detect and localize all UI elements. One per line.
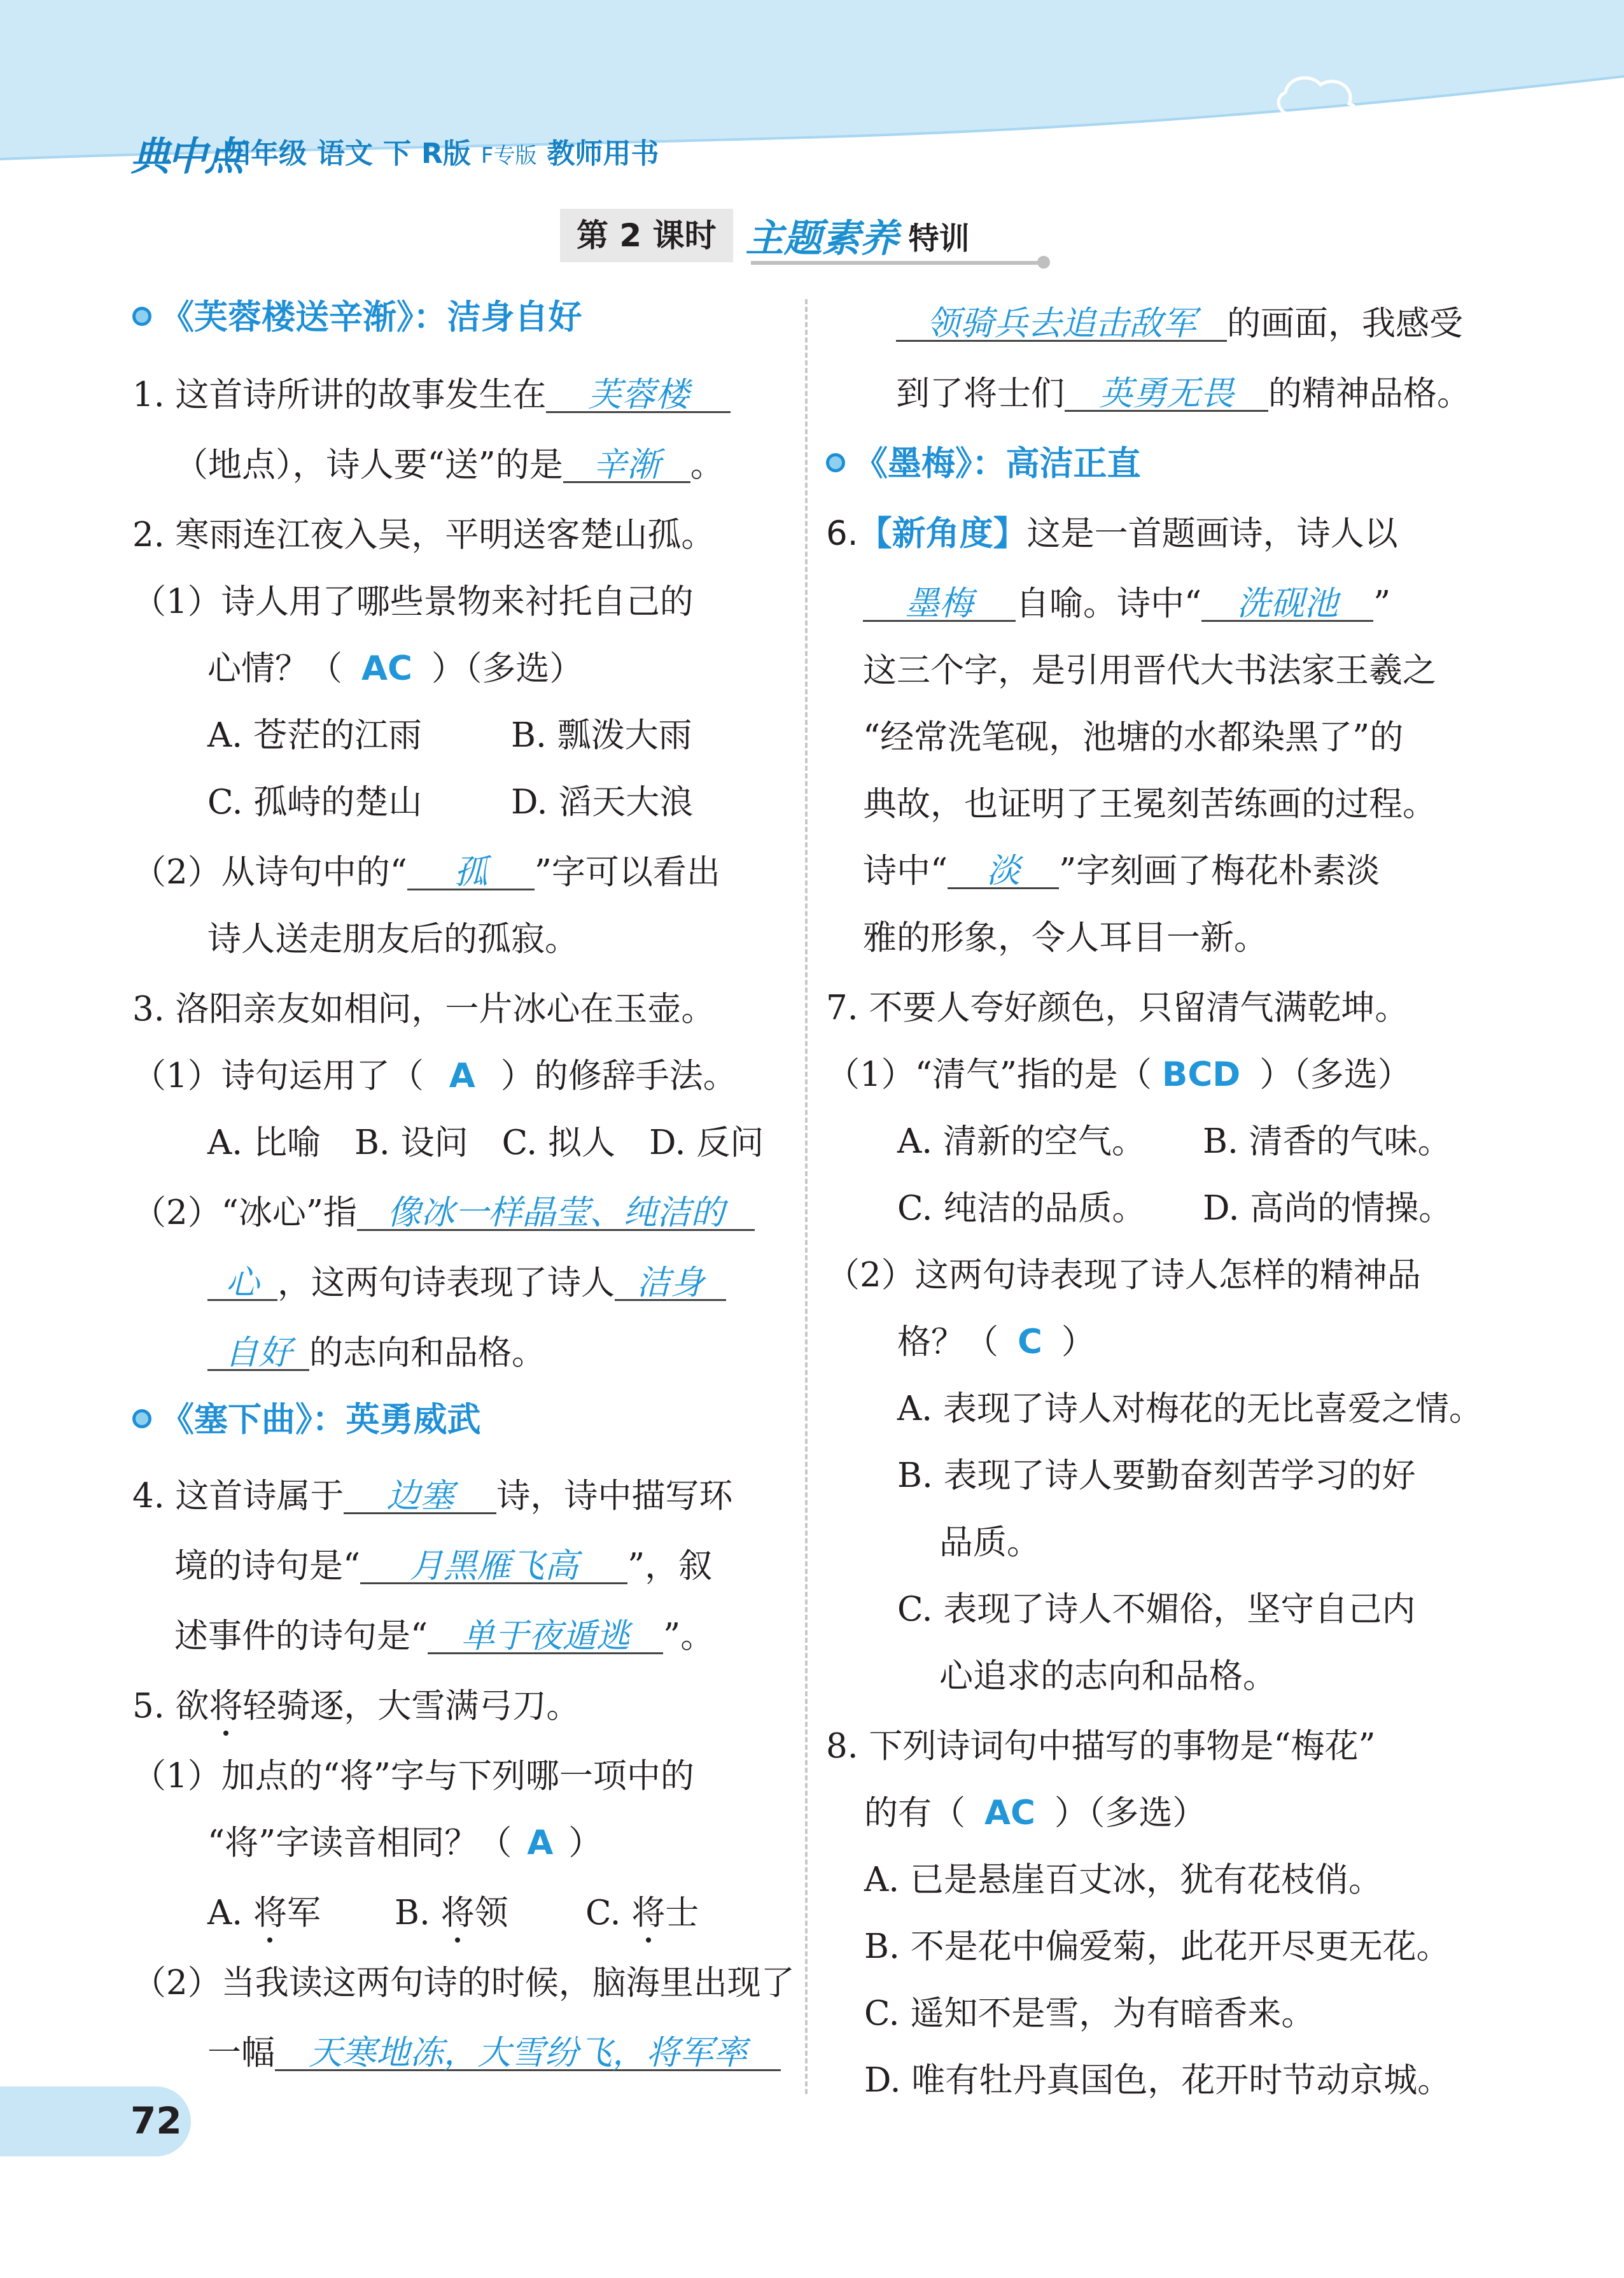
question-6-line7: 雅的形象，令人耳目一新。 (863, 918, 1268, 957)
answer-blank: 孤 (407, 857, 535, 890)
question-5-2-cont2: 领骑兵去追击敌军 的画面，我感受 (896, 307, 1463, 342)
answer-blank: 心 (207, 1267, 277, 1301)
question-7-1: （1）“清气”指的是（ BCD ）（多选） (826, 1055, 1411, 1094)
edition: R版 (421, 137, 471, 170)
book-type: 教师用书 (547, 137, 659, 170)
option-b: B. 不是花中偏爱菊，此花开尽更无花。 (864, 1927, 1450, 1966)
option-c: C. 孤峙的楚山 (207, 783, 423, 822)
question-5-2: （2）当我读这两句诗的时候，脑海里出现了 (132, 1964, 795, 2002)
grade: 四年级 (223, 137, 307, 170)
volume: 下 (383, 137, 411, 170)
answer-text: A (527, 1824, 554, 1862)
option-a: A. 苍茫的江雨 (207, 716, 422, 755)
question-6-line3: 这三个字，是引用晋代大书法家王羲之 (863, 651, 1436, 690)
answer-text: AC (984, 1794, 1035, 1832)
question-6-cont: 墨梅 自喻。诗中“ 洗砚池 ” (863, 587, 1390, 622)
page-header (0, 0, 1624, 210)
question-5-2-cont: 一幅 天寒地冻，大雪纷飞，将军率 (207, 2036, 781, 2071)
option-a: A. 已是悬崖百丈冰，犹有花枝俏。 (864, 1860, 1382, 1899)
question-8: 8. 下列诗词句中描写的事物是“梅花” (826, 1727, 1376, 1766)
answer-blank: 淡 (948, 855, 1059, 889)
lesson-number: 第 2 课时 (560, 209, 733, 262)
answer-blank: 辛渐 (563, 449, 690, 483)
question-6-line4: “经常洗笔砚，池塘的水都染黑了”的 (863, 718, 1404, 757)
question-2-1-cont: 心情？（ AC ）（多选） (207, 649, 584, 688)
option-c-cont: 心追求的志向和品格。 (939, 1657, 1277, 1696)
page-number: 72 (130, 2099, 182, 2142)
question-3: 3. 洛阳亲友如相问，一片冰心在玉壶。 (132, 990, 715, 1029)
question-2-2-cont: 诗人送走朋友后的孤寂。 (207, 920, 578, 959)
special-edition: F专版 (480, 143, 537, 169)
answer-blank: 月黑雁飞高 (360, 1550, 627, 1584)
question-2-1: （1）诗人用了哪些景物来衬托自己的 (132, 582, 694, 621)
title-underline (751, 261, 1044, 265)
option-d: D. 滔天大浪 (511, 783, 694, 822)
answer-text: BCD (1161, 1055, 1241, 1094)
new-angle-tag: 【新角度】 (858, 514, 1027, 553)
bullet-icon (132, 1409, 151, 1428)
question-2-2: （2）从诗句中的“ 孤 ”字可以看出 (132, 853, 720, 892)
option-d: D. 唯有牡丹真国色，花开时节动京城。 (864, 2061, 1452, 2100)
question-3-2-cont: 心 ，这两句诗表现了诗人 洁身 (207, 1266, 726, 1301)
question-4-cont: 境的诗句是“ 月黑雁飞高 ”，叙 (174, 1547, 713, 1585)
option-c: C. 将士 (585, 1894, 699, 1932)
dotted-char: 将 (209, 1687, 243, 1726)
question-8-cont: 的有（ AC ）（多选） (864, 1794, 1207, 1832)
option-b: B. 清香的气味。 (1203, 1122, 1452, 1161)
question-3-1-options: A. 比喻 B. 设问 C. 拟人 D. 反问 (207, 1123, 764, 1162)
section-heading-3: 《墨梅》：高洁正直 (826, 447, 1141, 481)
question-1: 1. 这首诗所讲的故事发生在 芙蓉楼 (132, 378, 731, 413)
answer-blank: 领骑兵去追击敌军 (896, 308, 1227, 342)
answer-blank: 洗砚池 (1201, 588, 1373, 622)
option-b: B. 将领 (395, 1894, 508, 1932)
option-a: A. 清新的空气。 (897, 1122, 1145, 1161)
question-2: 2. 寒雨连江夜入吴，平明送客楚山孤。 (132, 516, 715, 554)
brand-logo: 典中点 (130, 133, 242, 179)
option-b: B. 瓢泼大雨 (511, 716, 692, 755)
header-wave-background (0, 0, 1624, 210)
question-7-2-cont: 格？（ C ） (897, 1323, 1095, 1361)
question-3-2: （2）“冰心”指 像冰一样晶莹、纯洁的 (132, 1196, 755, 1231)
answer-blank: 墨梅 (863, 588, 1016, 622)
subject: 语文 (317, 137, 373, 170)
answer-text: A (449, 1057, 475, 1095)
book-info (223, 130, 669, 171)
column-divider (805, 299, 808, 2094)
question-5-1-cont: “将”字读音相同？（ A ） (207, 1824, 603, 1862)
question-4-cont2: 述事件的诗句是“ 单于夜遁逃 ”。 (174, 1617, 715, 1656)
answer-blank: 洁身 (615, 1267, 726, 1301)
answer-blank: 天寒地冻，大雪纷飞，将军率 (275, 2037, 781, 2071)
option-b: B. 表现了诗人要勤奋刻苦学习的好 (897, 1456, 1416, 1495)
title-underline-dot (1037, 256, 1050, 269)
answer-text: AC (361, 649, 412, 688)
section-heading-1: 《芙蓉楼送辛渐》：洁身自好 (132, 300, 582, 334)
question-5: 5. 欲将轻骑逐，大雪满弓刀。 (132, 1687, 580, 1726)
question-5-1: （1）加点的“将”字与下列哪一项中的 (132, 1757, 694, 1796)
option-c: C. 纯洁的品质。 (897, 1189, 1146, 1228)
lesson-type: 特训 (908, 220, 970, 257)
question-5-2-cont3: 到了将士们 英勇无畏 的精神品格。 (896, 374, 1471, 413)
option-b-cont: 品质。 (939, 1523, 1040, 1562)
answer-blank: 单于夜遁逃 (428, 1621, 663, 1654)
section-heading-2: 《塞下曲》：英勇威武 (132, 1403, 481, 1437)
question-6: 6.【新角度】这是一首题画诗，诗人以 (826, 514, 1398, 553)
option-d: D. 高尚的情操。 (1203, 1189, 1453, 1228)
option-a: A. 将军 (207, 1894, 321, 1932)
question-7-2: （2）这两句诗表现了诗人怎样的精神品 (826, 1256, 1421, 1295)
question-6-line6: 诗中“ 淡 ”字刻画了梅花朴素淡 (863, 852, 1380, 890)
answer-blank: 英勇无畏 (1065, 378, 1268, 412)
answer-blank: 边塞 (344, 1480, 496, 1514)
page-number-tab (0, 2086, 191, 2156)
question-4: 4. 这首诗属于 边塞 诗，诗中描写环 (132, 1477, 733, 1515)
question-3-1: （1）诗句运用了（ A ）的修辞手法。 (132, 1057, 737, 1095)
lesson-title (560, 207, 980, 264)
bullet-icon (132, 307, 151, 326)
question-3-2-cont2: 自好 的志向和品格。 (207, 1336, 545, 1371)
answer-text: C (1018, 1323, 1042, 1361)
question-6-line5: 典故，也证明了王冕刻苦练画的过程。 (863, 785, 1436, 824)
option-c: C. 表现了诗人不媚俗，坚守自己内 (897, 1590, 1416, 1629)
answer-blank: 芙蓉楼 (546, 379, 731, 413)
question-7: 7. 不要人夸好颜色，只留清气满乾坤。 (826, 988, 1409, 1027)
answer-blank: 像冰一样晶莹、纯洁的 (357, 1197, 755, 1231)
bullet-icon (826, 453, 845, 472)
lesson-theme: 主题素养 (745, 216, 899, 261)
answer-blank: 自好 (207, 1337, 309, 1371)
option-a: A. 表现了诗人对梅花的无比喜爱之情。 (897, 1389, 1483, 1428)
question-1-cont: （地点），诗人要“送”的是 辛渐 。 (174, 446, 724, 484)
option-c: C. 遥知不是雪，为有暗香来。 (864, 1994, 1315, 2033)
